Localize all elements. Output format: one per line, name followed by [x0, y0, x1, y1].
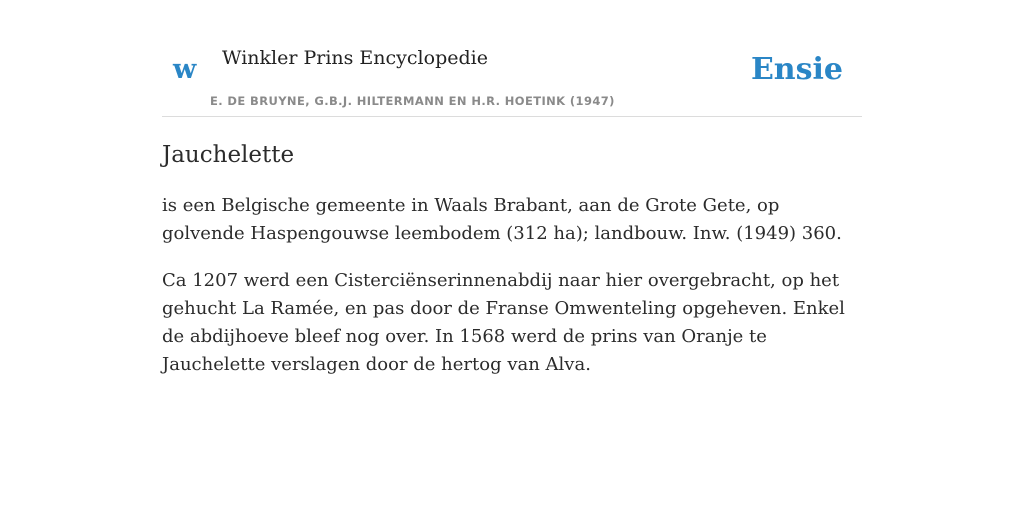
- article-paragraph: is een Belgische gemeente in Waals Brabant, aan de Grote Gete, op golvende Haspengouwse leembodem (312 ha); landbouw. Inw. (1949) 360.: [162, 195, 842, 244]
- article-body: [162, 192, 862, 398]
- source-logo-icon: w: [173, 54, 197, 85]
- source-authors: E. DE BRUYNE, G.B.J. HILTERMANN EN H.R. HOETINK (1947): [210, 94, 615, 108]
- article-paragraph: Ca 1207 werd een Cisterciënserinnenabdij naar hier overgebracht, op het gehucht La Ramée, en pas door de Franse Omwenteling opgeheven. Enkel de abdijhoeve bleef nog over. In 1568 werd de prins van Oranje te Jauchelette verslagen door de hertog van Alva.: [162, 270, 845, 375]
- article-headword: Jauchelette: [162, 142, 295, 168]
- article-page: [162, 0, 862, 375]
- source-title[interactable]: Winkler Prins Encyclopedie: [222, 47, 488, 69]
- ensie-logo-link[interactable]: Ensie: [750, 52, 843, 87]
- source-header: [162, 0, 862, 117]
